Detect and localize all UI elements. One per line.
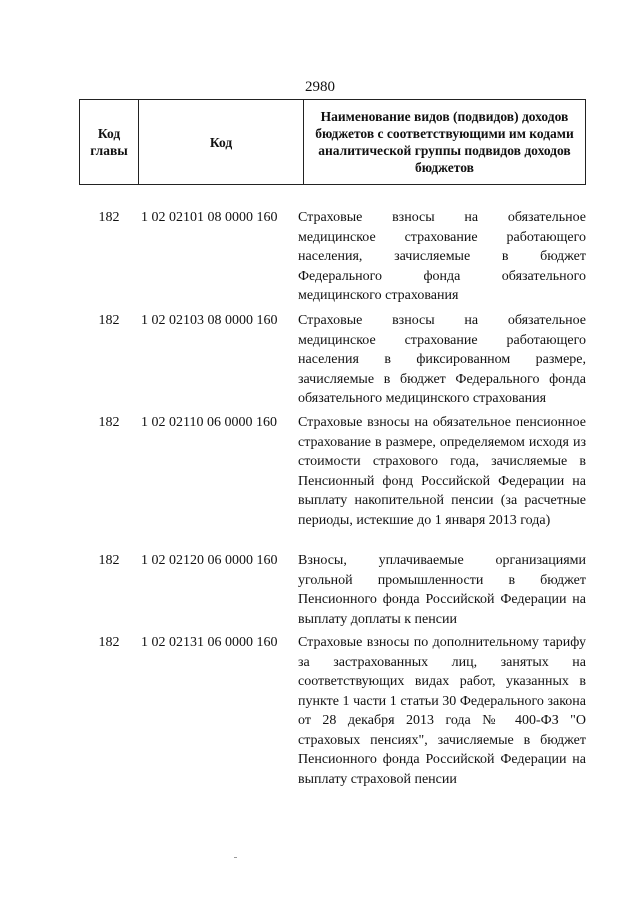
chapter-code: 182 [98,210,120,225]
chapter-code: 182 [98,635,120,650]
chapter-code: 182 [98,553,120,568]
budget-code: 1 02 02101 08 0000 160 [141,210,278,225]
income-name: Взносы, уплачиваемые организациями угольной промышленности в бюджет Пенсионного фонда Российской Федерации на выплату доплаты к пенсии [298,553,586,627]
chapter-code: 182 [98,313,120,328]
chapter-code: 182 [98,415,120,430]
budget-code: 1 02 02110 06 0000 160 [141,415,277,430]
table-header [79,99,586,185]
income-name: Страховые взносы на обязательное медицинское страхование работающего населения, зачисляемые в бюджет Федерального фонда обязательного медицинского страхования [298,210,586,303]
budget-code: 1 02 02131 06 0000 160 [141,635,278,650]
page-number: 2980 [305,79,335,95]
header-chapter-code: Код главы [80,100,139,185]
budget-code: 1 02 02120 06 0000 160 [141,553,278,568]
header-income-name: Наименование видов (подвидов) доходов бюджетов с соответствующими им кодами аналитической группы подвидов доходов бюджетов [304,100,586,185]
budget-code: 1 02 02103 08 0000 160 [141,313,278,328]
header-code: Код [139,100,304,185]
income-name: Страховые взносы по дополнительному тарифу за застрахованных лиц, занятых на соответствующих видах работ, указанных в пункте 1 части 1 статьи 30 Федерального закона от 28 декабря 2013 года № 400-ФЗ "О страховых пенсиях", зачисляемые в бюджет Пенсионного фонда Российской Федерации на выплату страховой пенсии [298,635,586,787]
scan-speck [234,857,237,858]
income-name: Страховые взносы на обязательное медицинское страхование работающего населения в фиксированном размере, зачисляемые в бюджет Федерального фонда обязательного медицинского страхования [298,313,586,406]
income-name: Страховые взносы на обязательное пенсионное страхование в размере, определяемом исходя из стоимости страхового года, зачисляемые в Пенсионный фонд Российской Федерации на выплату накопительной пенсии (за расчетные периоды, истекшие до 1 января 2013 года) [298,415,586,528]
